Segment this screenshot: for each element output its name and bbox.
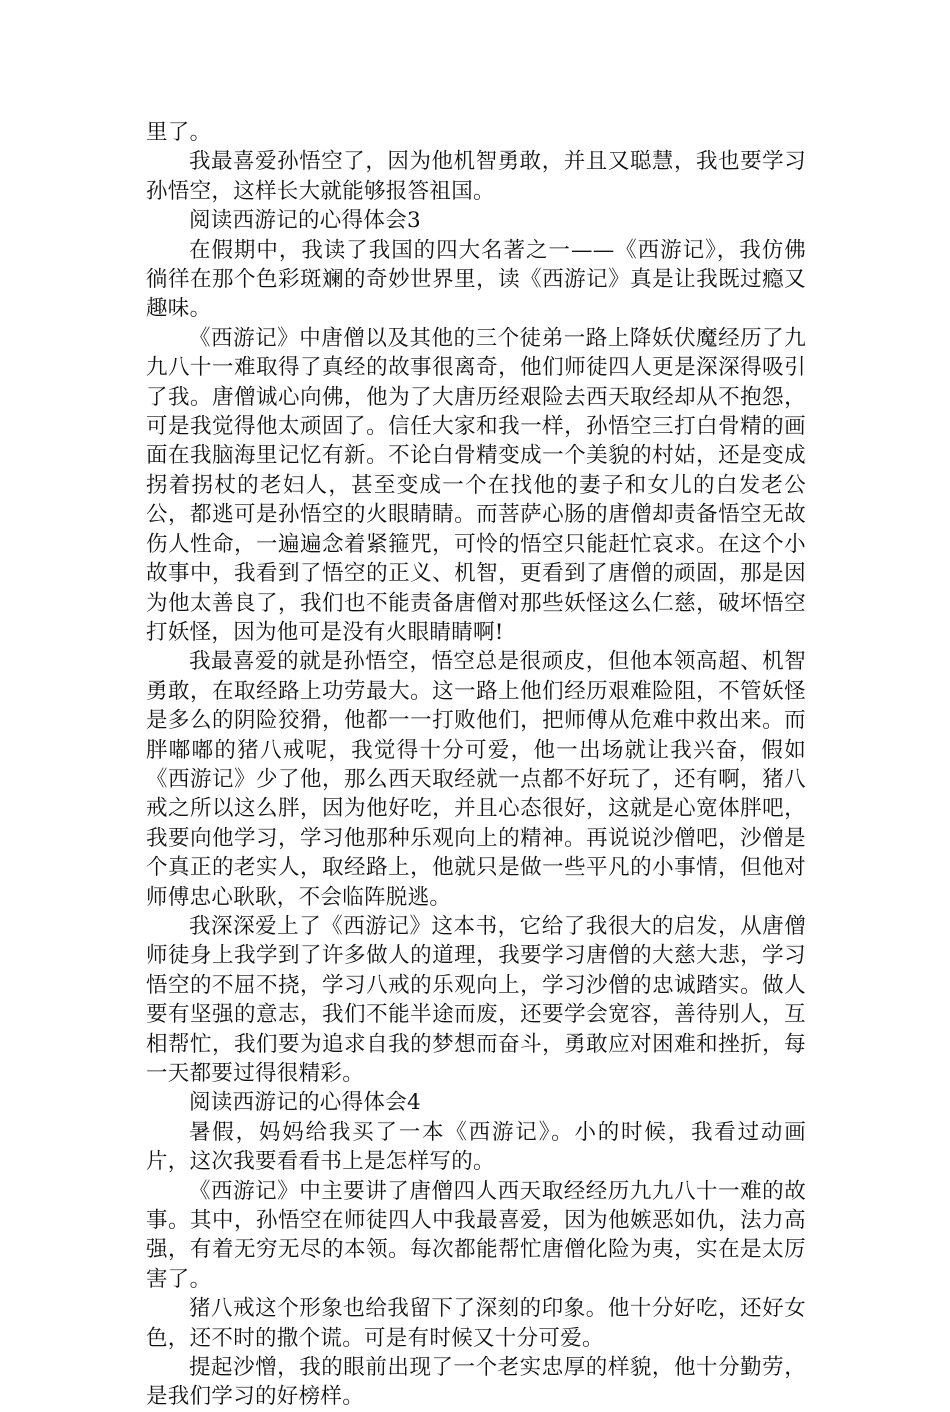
section-heading: 阅读西游记的心得体会3 <box>189 208 421 234</box>
paragraph: 我最喜爱的就是孙悟空，悟空总是很顽皮，但他本领高超、机智勇敢，在取经路上功劳最大。这一路上他们经历艰难险阻，不管妖怪是多么的阴险狡猾，他都一一打败他们，把师傅从危难中救出来。而胖嘟嘟的猪八戒呢，我觉得十分可爱，他一出场就让我兴奋，假如《西游记》少了他，那么西天取经就一点都不好玩了，还有啊，猪八戒之所以这么胖，因为他好吃，并且心态很好，这就是心宽体胖吧，我要向他学习，学习他那种乐观向上的精神。再说说沙僧吧，沙僧是个真正的老实人，取经路上，他就只是做一些平凡的小事情，但他对师傅忠心耿耿，不会临阵脱逃。 <box>146 649 806 910</box>
section-heading: 阅读西游记的心得体会4 <box>189 1090 421 1116</box>
document-body <box>146 118 806 1412</box>
paragraph: 在假期中，我读了我国的四大名著之一——《西游记》，我仿佛徜徉在那个色彩斑斓的奇妙世界里，读《西游记》真是让我既过瘾又趣味。 <box>146 237 806 322</box>
paragraph: 猪八戒这个形象也给我留下了深刻的印象。他十分好吃，还好女色，还不时的撒个谎。可是有时候又十分可爱。 <box>146 1296 806 1351</box>
paragraph: 《西游记》中唐僧以及其他的三个徒弟一路上降妖伏魔经历了九九八十一难取得了真经的故事很离奇，他们师徒四人更是深深得吸引了我。唐僧诚心向佛，他为了大唐历经艰险去西天取经却从不抱怨，可是我觉得他太顽固了。信任大家和我一样，孙悟空三打白骨精的画面在我脑海里记忆有新。不论白骨精变成一个美貌的村姑，还是变成拐着拐杖的老妇人，甚至变成一个在找他的妻子和女儿的白发老公公，都逃可是孙悟空的火眼睛睛。而菩萨心肠的唐僧却责备悟空无故伤人性命，一遍遍念着紧箍咒，可怜的悟空只能赶忙哀求。在这个小故事中，我看到了悟空的正义、机智，更看到了唐僧的顽固，那是因为他太善良了，我们也不能责备唐僧对那些妖怪这么仁慈，破坏悟空打妖怪，因为他可是没有火眼睛睛啊! <box>146 325 806 645</box>
paragraph: 暑假，妈妈给我买了一本《西游记》。小的时候，我看过动画片，这次我要看看书上是怎样写的。 <box>146 1119 806 1175</box>
paragraph: 《西游记》中主要讲了唐僧四人西天取经经历九九八十一难的故事。其中，孙悟空在师徒四人中我最喜爱，因为他嫉恶如仇，法力高强，有着无穷无尽的本领。每次都能帮忙唐僧化险为夷，实在是太厉害了。 <box>146 1178 806 1292</box>
paragraph: 里了。 <box>146 120 212 145</box>
paragraph: 我深深爱上了《西游记》这本书，它给了我很大的启发，从唐僧师徒身上我学到了许多做人的道理，我要学习唐僧的大慈大悲，学习悟空的不屈不挠，学习八戒的乐观向上，学习沙僧的忠诚踏实。做人要有坚强的意志，我们不能半途而废，还要学会宽容，善待别人，互相帮忙，我们要为追求自我的梦想而奋斗，勇敢应对困难和挫折，每一天都要过得很精彩。 <box>146 913 806 1086</box>
paragraph: 提起沙憎，我的眼前出现了一个老实忠厚的样貌，他十分勤劳，是我们学习的好榜样。 <box>146 1355 806 1410</box>
paragraph: 我最喜爱孙悟空了，因为他机智勇敢，并且又聪慧，我也要学习孙悟空，这样长大就能够报答祖国。 <box>146 149 806 204</box>
